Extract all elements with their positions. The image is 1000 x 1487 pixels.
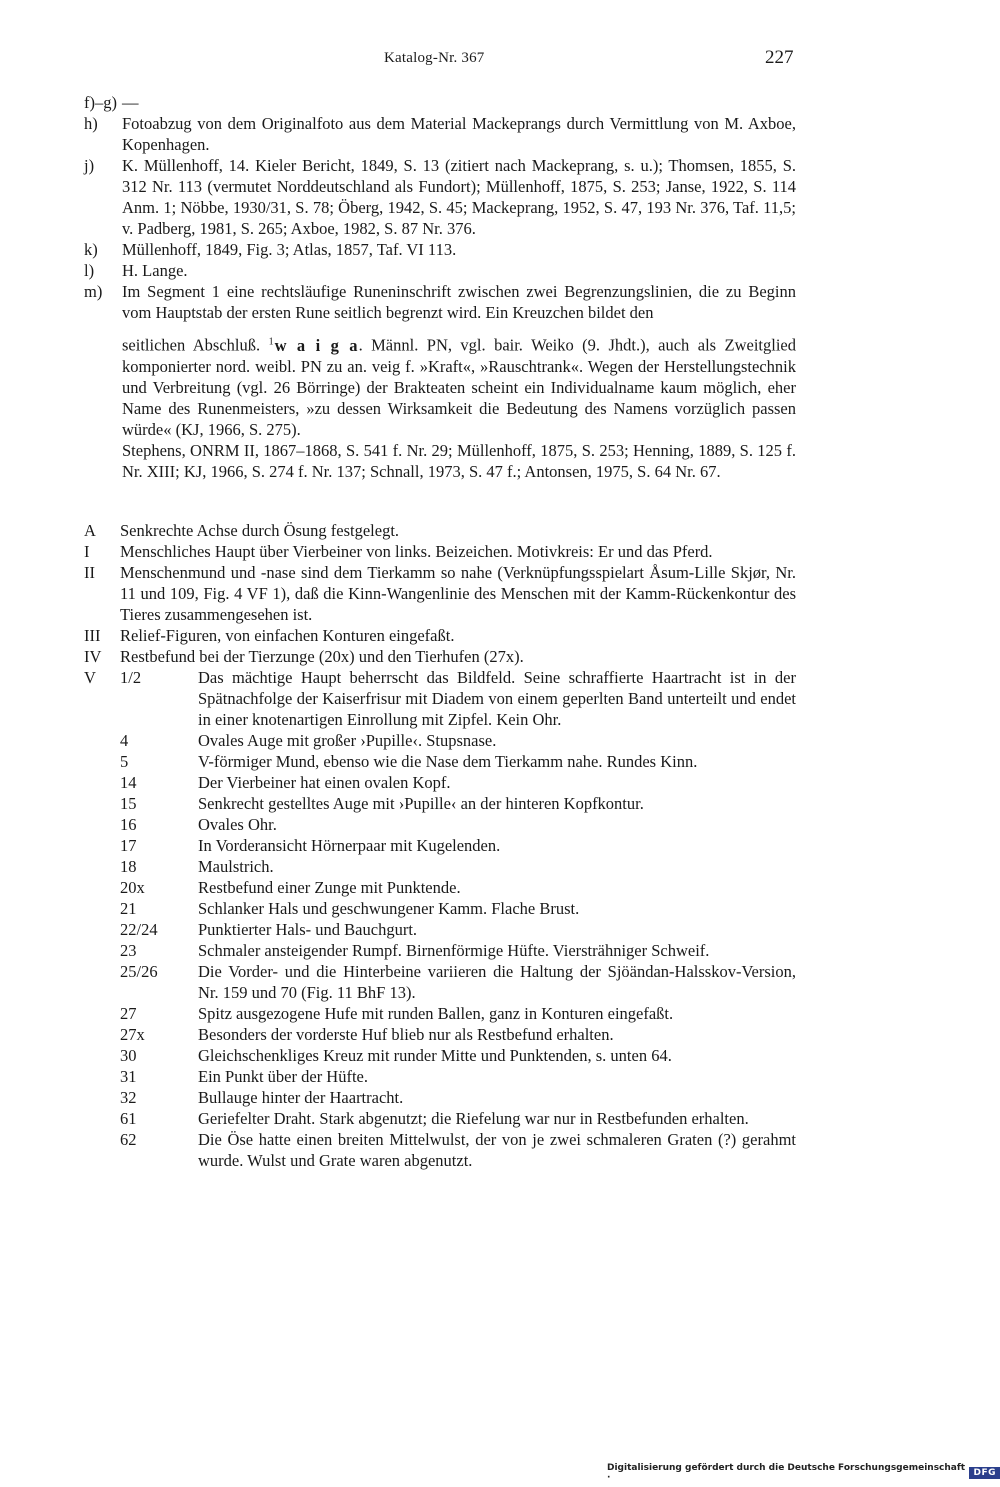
- entry-k: [84, 239, 796, 260]
- section-v-item: [84, 919, 796, 940]
- item-text: In Vorderansicht Hörnerpaar mit Kugelenden.: [198, 835, 501, 855]
- item-text: Der Vierbeiner hat einen ovalen Kopf.: [198, 772, 451, 792]
- rune-prefix: seitlichen Abschluß.: [122, 335, 261, 355]
- page-number: 227: [765, 47, 794, 68]
- section-v-item: [84, 1024, 796, 1045]
- entry-j: [84, 155, 796, 239]
- item-text: Die Öse hatte einen breiten Mittelwulst, der von je zwei schmaleren Graten (?) gerahmt wurde. Wulst und Grate waren abgenutzt.: [198, 1129, 796, 1170]
- item-number: 22/24: [120, 919, 158, 939]
- section-v: [84, 667, 796, 1171]
- item-text: Schmaler ansteigender Rumpf. Birnenförmige Hüfte. Viersträhniger Schweif.: [198, 940, 710, 960]
- item-number: 1/2: [120, 667, 142, 687]
- section-label: II: [84, 562, 95, 582]
- section-text: Menschliches Haupt über Vierbeiner von links. Beizeichen. Motivkreis: Er und das Pferd.: [120, 541, 713, 561]
- section-v-item: [84, 1045, 796, 1066]
- rune-references: Stephens, ONRM II, 1867–1868, S. 541 f. Nr. 29; Müllenhoff, 1875, S. 253; Henning, 1889, S. 125 f. Nr. XIII; KJ, 1966, S. 274 f. Nr. 137; Schnall, 1973, S. 47 f.; Antonsen, 1975, S. 64 Nr. 67.: [122, 440, 796, 481]
- section-ii: [84, 562, 796, 625]
- entry-l: [84, 260, 796, 281]
- item-text: Bullauge hinter der Haartracht.: [198, 1087, 404, 1107]
- item-text: Ovales Ohr.: [198, 814, 277, 834]
- section-v-item: [84, 1066, 796, 1087]
- item-text: V-förmiger Mund, ebenso wie die Nase dem Tierkamm nahe. Rundes Kinn.: [198, 751, 698, 771]
- section-label: III: [84, 625, 101, 645]
- item-text: Gleichschenkliges Kreuz mit runder Mitte und Punktenden, s. unten 64.: [198, 1045, 672, 1065]
- item-number: 14: [120, 772, 137, 792]
- section-v-item: [84, 1129, 796, 1171]
- dfg-logo: DFG: [969, 1467, 1000, 1479]
- item-number: 20x: [120, 877, 145, 897]
- item-number: 5: [120, 751, 129, 771]
- section-v-item: [84, 1003, 796, 1024]
- item-text: Ovales Auge mit großer ›Pupille‹. Stupsnase.: [198, 730, 497, 750]
- section-iv: [84, 646, 796, 667]
- entry-label: k): [84, 240, 98, 259]
- item-number: 23: [120, 940, 137, 960]
- section-v-item: [84, 856, 796, 877]
- section-label: IV: [84, 646, 102, 666]
- section-i: [84, 541, 796, 562]
- entry-m-refs: [84, 440, 796, 482]
- section-v-item: [84, 667, 796, 730]
- section-v-item: [84, 793, 796, 814]
- entry-text: K. Müllenhoff, 14. Kieler Bericht, 1849, S. 13 (zitiert nach Mackeprang, s. u.); Thomsen, 1855, S. 312 Nr. 113 (vermutet Norddeutschland als Fundort); Müllenhoff, 1875, S. 253; Janse, 1922, S. 114 Anm. 1; Nöbbe, 1930/31, S. 78; Öberg, 1942, S. 45; Mackeprang, 1952, S. 47, 193 Nr. 376, Taf. 11,5; v. Padberg, 1981, S. 265; Axboe, 1982, S. 87 Nr. 376.: [122, 156, 796, 238]
- item-text: Das mächtige Haupt beherrscht das Bildfeld. Seine schraffierte Haartracht ist in der Spätnachfolge der Kaiserfrisur mit Diadem von einem geperlten Band unterteilt und endet in einer knotenartigen Einrollung mit Zipfel. Kein Ohr.: [198, 667, 796, 729]
- entry-text: Müllenhoff, 1849, Fig. 3; Atlas, 1857, Taf. VI 113.: [122, 240, 457, 259]
- section-text: Senkrechte Achse durch Ösung festgelegt.: [120, 520, 400, 540]
- item-text: Maulstrich.: [198, 856, 274, 876]
- item-number: 61: [120, 1108, 137, 1128]
- item-number: 21: [120, 898, 137, 918]
- item-number: 15: [120, 793, 137, 813]
- section-v-item: [84, 898, 796, 919]
- rune-interpretation: [122, 331, 796, 440]
- entry-label: j): [84, 156, 95, 175]
- item-number: 18: [120, 856, 137, 876]
- section-v-item: [84, 814, 796, 835]
- entry-text: —: [122, 93, 139, 112]
- item-number: 31: [120, 1066, 137, 1086]
- rune-word: $^1$w a i g a: [268, 335, 359, 355]
- entry-text: Im Segment 1 eine rechtsläufige Runeninschrift zwischen zwei Begrenzungslinien, die zu Beginn vom Hauptstab der ersten Rune seitlich begrenzt wird. Ein Kreuzchen bildet den: [122, 282, 796, 322]
- item-text: Schlanker Hals und geschwungener Kamm. Flache Brust.: [198, 898, 580, 918]
- section-v-item: [84, 877, 796, 898]
- section-iii: [84, 625, 796, 646]
- item-text: Senkrecht gestelltes Auge mit ›Pupille‹ an der hinteren Kopfkontur.: [198, 793, 644, 813]
- item-number: 17: [120, 835, 137, 855]
- rune-commentary: . Männl. PN, vgl. bair. Weiko (9. Jhdt.), auch als Zweitglied komponierter nord. weibl. PN zu an. veig f. »Kraft«, »Rauschtrank«. Wegen der Herstellungstechnik und Verbreitung (vgl. 26 Börringe) der Brakteaten scheint ein Individualname kaum möglich, eher Name des Runenmeisters, »zu dessen Wirksamkeit die Bedeutung des Namens vorzüglich passen würde« (KJ, 1966, S. 275).: [122, 335, 796, 439]
- entry-label: h): [84, 114, 98, 133]
- item-number: 62: [120, 1129, 137, 1149]
- section-text: Relief-Figuren, von einfachen Konturen eingefaßt.: [120, 625, 455, 645]
- section-v-item: [84, 961, 796, 1003]
- catalog-entry: [84, 92, 796, 1171]
- item-text: Punktierter Hals- und Bauchgurt.: [198, 919, 418, 939]
- entry-m: [84, 281, 796, 323]
- section-v-item: [84, 1087, 796, 1108]
- item-number: 30: [120, 1045, 137, 1065]
- digitization-footer: [607, 1463, 1000, 1483]
- item-text: Besonders der vorderste Huf blieb nur als Restbefund erhalten.: [198, 1024, 614, 1044]
- section-v-item: [84, 940, 796, 961]
- section-a: [84, 520, 796, 541]
- item-number: 4: [120, 730, 129, 750]
- item-text: Spitz ausgezogene Hufe mit runden Ballen, ganz in Konturen eingefaßt.: [198, 1003, 674, 1023]
- item-number: 32: [120, 1087, 137, 1107]
- page-header: [0, 47, 1000, 74]
- item-number: 27: [120, 1003, 137, 1023]
- section-label: A: [84, 520, 96, 540]
- section-v-item: [84, 730, 796, 751]
- footer-text: Digitalisierung gefördert durch die Deutsche Forschungsgemeinschaft ·: [607, 1463, 966, 1483]
- section-label: V: [84, 667, 96, 687]
- item-text: Die Vorder- und die Hinterbeine variieren die Haltung der Sjöändan-Halsskov-Version, Nr. 159 und 70 (Fig. 11 BhF 13).: [198, 961, 796, 1002]
- running-title: Katalog-Nr. 367: [384, 50, 485, 66]
- entry-label: f)–g): [84, 93, 117, 112]
- entry-m-continued: [84, 331, 796, 440]
- item-number: 16: [120, 814, 137, 834]
- entry-h: [84, 113, 796, 155]
- section-v-item: [84, 751, 796, 772]
- section-label: I: [84, 541, 90, 561]
- item-number: 25/26: [120, 961, 158, 981]
- section-v-item: [84, 1108, 796, 1129]
- section-text: Restbefund bei der Tierzunge (20x) und den Tierhufen (27x).: [120, 646, 524, 666]
- item-text: Restbefund einer Zunge mit Punktende.: [198, 877, 461, 897]
- entry-fg: [84, 92, 796, 113]
- section-text: Menschenmund und -nase sind dem Tierkamm so nahe (Verknüpfungsspielart Åsum-Lille Skjør, Nr. 11 und 109, Fig. 4 VF 1), daß die Kinn-Wangenlinie des Menschen mit der Kamm-Rückenkontur des Tieres zusammengesehen ist.: [120, 562, 796, 624]
- section-v-item: [84, 772, 796, 793]
- item-number: 27x: [120, 1024, 145, 1044]
- entry-text: Fotoabzug von dem Originalfoto aus dem Material Mackeprangs durch Vermittlung von M. Axboe, Kopenhagen.: [122, 114, 796, 154]
- item-text: Ein Punkt über der Hüfte.: [198, 1066, 369, 1086]
- entry-label: m): [84, 282, 103, 301]
- rune-mark: 1: [268, 336, 275, 347]
- item-text: Geriefelter Draht. Stark abgenutzt; die Riefelung war nur in Restbefunden erhalten.: [198, 1108, 749, 1128]
- entry-label: l): [84, 261, 95, 280]
- section-v-item: [84, 835, 796, 856]
- entry-text: H. Lange.: [122, 261, 188, 280]
